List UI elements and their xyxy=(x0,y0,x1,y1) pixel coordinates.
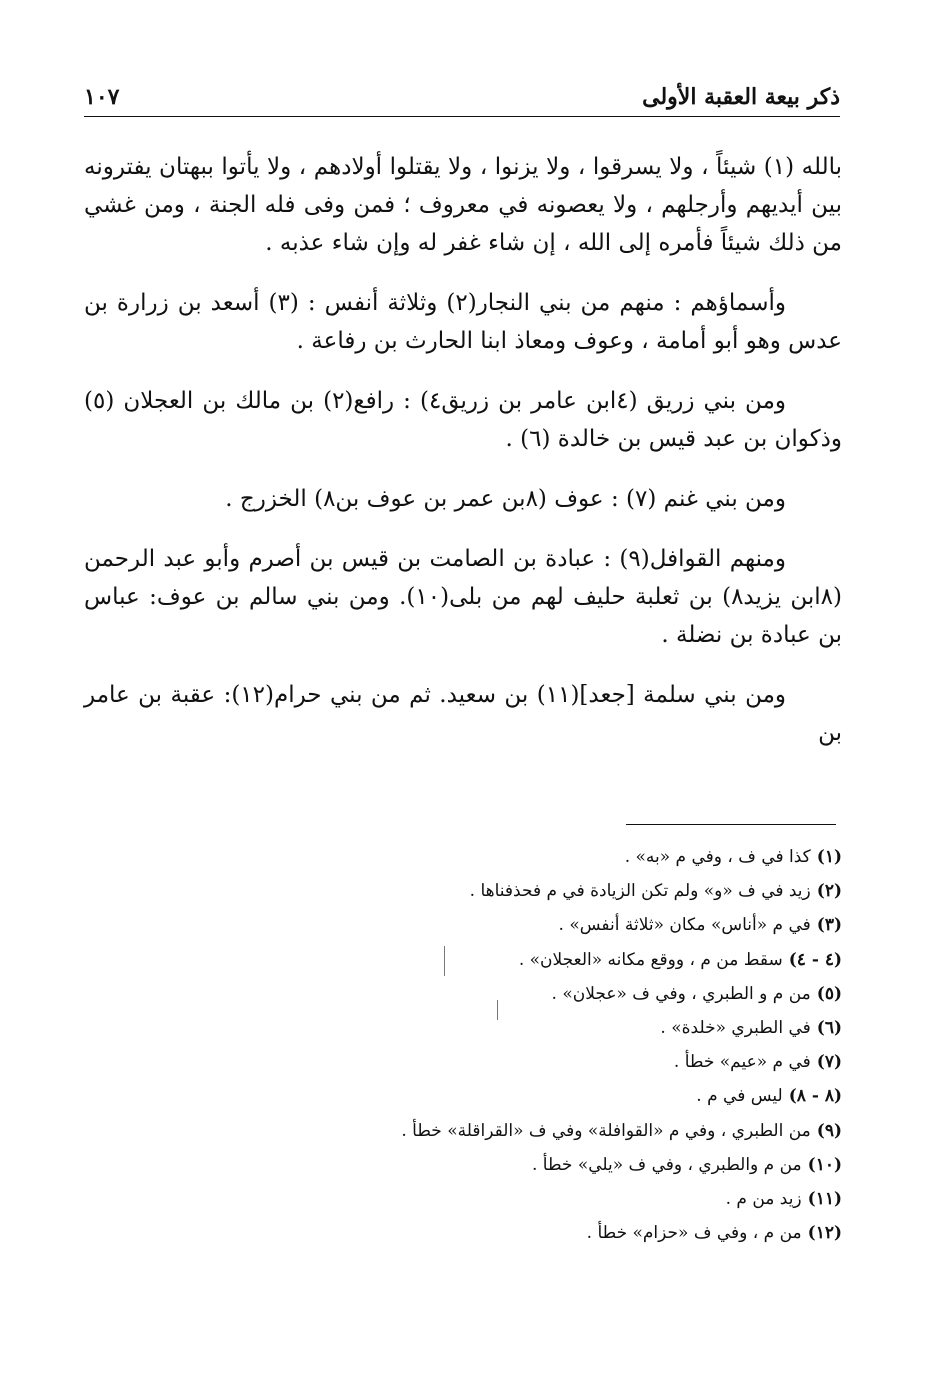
footnote-number: (١١) xyxy=(807,1189,842,1210)
footnote-text: ليس في م . xyxy=(696,1086,783,1107)
page-number: ١٠٧ xyxy=(84,84,120,110)
footnote-number: (١) xyxy=(816,847,842,867)
footnote-number: (٧) xyxy=(816,1052,842,1073)
footnote-2 xyxy=(300,874,842,908)
footnote-text: كذا في ف ، وفي م «به» . xyxy=(624,847,811,867)
footnote-12 xyxy=(300,1216,842,1250)
footnote-text: في م «عيم» خطأ . xyxy=(673,1052,811,1073)
footnote-7 xyxy=(300,1045,842,1079)
scan-artifact xyxy=(497,1000,498,1020)
footnote-number: (٣) xyxy=(816,915,842,936)
footnote-4 xyxy=(300,943,842,977)
footnote-10 xyxy=(300,1148,842,1182)
footnote-text: زيد في ف «و» ولم تكن الزيادة في م فحذفناها . xyxy=(469,881,811,902)
footnote-separator xyxy=(626,824,836,825)
scan-artifact xyxy=(444,946,445,976)
footnote-5 xyxy=(300,977,842,1011)
footnote-text: من م و الطبري ، وفي ف «عجلان» . xyxy=(551,983,811,1004)
footnote-number: (٥) xyxy=(816,983,842,1004)
paragraph-6: ومن بني سلمة [جعد](١١) بن سعيد. ثم من بني حرام(١٢): عقبة بن عامر بن xyxy=(84,682,842,746)
paragraph-5: ومنهم القوافل(٩) : عبادة بن الصامت بن قيس بن أصرم وأبو عبد الرحمن (٨ابن يزيد٨) بن ثعلبة حليف لهم من بلى(١٠). ومن بني سالم بن عوف: عباس بن عبادة بن نضلة . xyxy=(84,546,842,648)
footnote-text: من الطبري ، وفي م «القوافلة» وفي ف «القراقلة» خطأ . xyxy=(401,1120,811,1141)
footnote-number: (٢) xyxy=(816,881,842,902)
footnote-8 xyxy=(300,1079,842,1113)
footnote-number: (١٢) xyxy=(807,1223,842,1244)
footnote-text: في م «أناس» مكان «ثلاثة أنفس» . xyxy=(558,915,811,936)
footnote-number: (٤ - ٤) xyxy=(788,949,842,970)
paragraph-3: ومن بني زريق (٤ابن عامر بن زريق٤) : رافع(٢) بن مالك بن العجلان (٥) وذكوان بن عبد قيس بن خالدة (٦) . xyxy=(84,388,842,452)
footnote-number: (٨ - ٨) xyxy=(788,1086,842,1107)
footnote-text: سقط من م ، ووقع مكانه «العجلان» . xyxy=(518,949,783,970)
footnotes xyxy=(300,840,842,1250)
paragraph-4: ومن بني غنم (٧) : عوف (٨بن عمر بن عوف بن٨) الخزرج . xyxy=(225,486,786,512)
footnote-11 xyxy=(300,1182,842,1216)
footnote-1 xyxy=(300,840,842,874)
footnote-text: من م ، وفي ف «حزام» خطأ . xyxy=(586,1223,802,1244)
footnote-number: (٦) xyxy=(816,1018,842,1039)
footnote-9 xyxy=(300,1114,842,1148)
footnote-6 xyxy=(300,1011,842,1045)
footnote-text: في الطبري «خلدة» . xyxy=(660,1018,811,1039)
running-header xyxy=(84,82,840,117)
footnote-text: من م والطبري ، وفي ف «يلي» خطأ . xyxy=(531,1154,802,1175)
footnote-3 xyxy=(300,908,842,942)
paragraph-2: وأسماؤهم : منهم من بني النجار(٢) وثلاثة أنفس : (٣) أسعد بن زرارة بن عدس وهو أبو أمامة ، وعوف ومعاذ ابنا الحارث بن رفاعة . xyxy=(84,290,842,354)
footnote-number: (٩) xyxy=(816,1120,842,1141)
main-text xyxy=(84,148,842,774)
paragraph-1: بالله (١) شيئاً ، ولا يسرقوا ، ولا يزنوا ، ولا يقتلوا أولادهم ، ولا يأتوا ببهتان يفترونه بين أيديهم وأرجلهم ، ولا يعصونه في معروف ؛ فمن وفى فله الجنة ، ومن غشي من ذلك شيئاً فأمره إلى الله ، إن شاء غفر له وإن شاء عذبه . xyxy=(84,154,842,256)
chapter-title: ذكر بيعة العقبة الأولى xyxy=(642,84,840,110)
footnote-text: زيد من م . xyxy=(725,1189,802,1210)
footnote-number: (١٠) xyxy=(807,1154,842,1175)
